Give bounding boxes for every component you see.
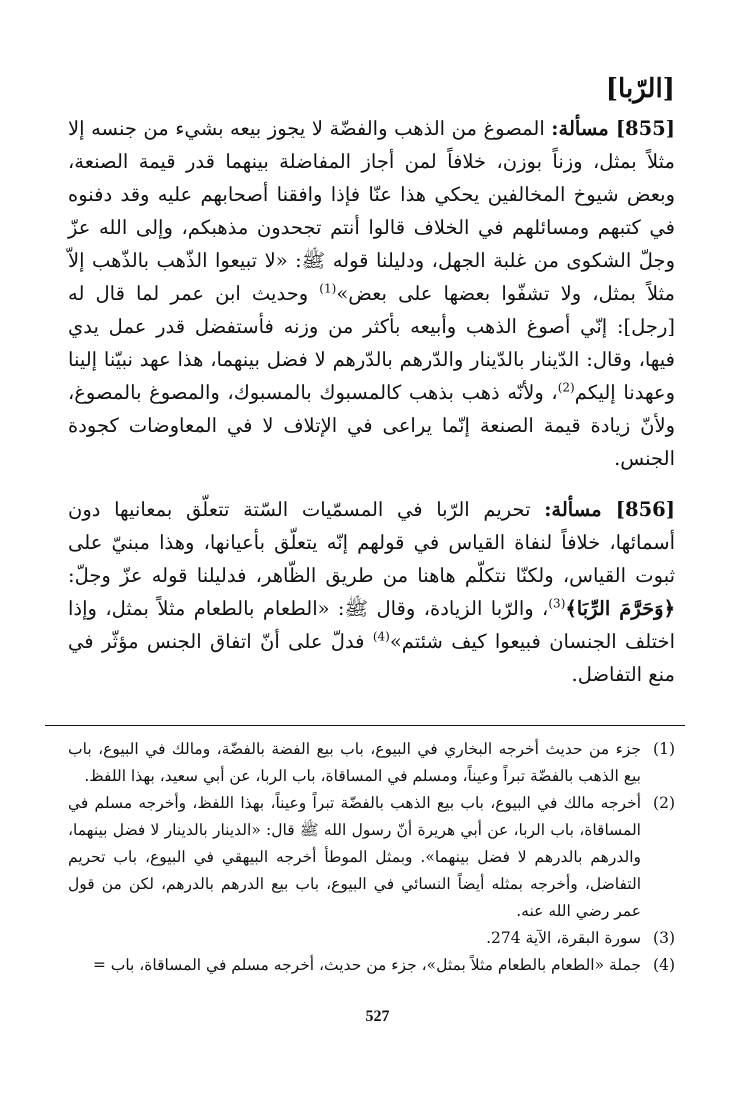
footnote	[68, 736, 675, 790]
footnote-number: (4)	[653, 956, 675, 974]
footnote-ref-1[interactable]: (1)	[319, 281, 337, 296]
footnote-number: (1)	[653, 740, 675, 758]
footnote	[68, 790, 675, 925]
issue-856-label: [856] مسألة:	[544, 498, 675, 521]
issue-856-paragraph	[68, 493, 675, 691]
section-heading: [الرّبا]	[605, 74, 675, 104]
footnote	[68, 925, 675, 952]
footnote-text: جزء من حديث أخرجه البخاري في البيوع، باب بيع الفضة بالفضّة، ومالك في البيوع، باب بيع الذهب بالفضّة تبراً وعيناً، ومسلم في المساقاة، باب الربا، عن أبي سعيد، بهذا اللفظ.	[68, 740, 641, 785]
issue-855-paragraph	[68, 112, 675, 475]
footnote-text: أخرجه مالك في البيوع، باب بيع الذهب بالفضّة تبراً وعيناً، بهذا اللفظ، وأخرجه مسلم في المساقاة، باب الربا، عن أبي هريرة أنّ رسول الله ﷺ قال: «الدينار بالدينار لا فضل بينهما، والدرهم بالدرهم لا فضل بينهما». وبمثل الموطأ أخرجه البيهقي في البيوع، باب تحريم التفاضل، وأخرجه بمثله أيضاً النسائي في البيوع، باب بيع الدرهم بالدرهم، لكن من قول عمر رضي الله عنه.	[68, 794, 641, 920]
footnote-ref-4[interactable]: (4)	[372, 629, 390, 644]
footnote-ref-3[interactable]: (3)	[548, 596, 566, 611]
issue-855-text-1: المصوغ من الذهب والفضّة لا يجوز بيعه بشيء من جنسه إلا مثلاً بمثل، وزناً بوزن، خلافاً لمن أجاز المفاضلة بينهما قدر قيمة الصنعة، وبعض شيوخ المخالفين يحكي هذا عنّا فإذا وافقنا أصحابهم عليه وقد دفنوه في كتبهم ومسائلهم في الخلاف قالوا أنتم تجحدون مذهبكم، وإلى الله عزّ وجلّ الشكوى من غلبة الجهل، ودليلنا قوله ﷺ: «لا تبيعوا الذّهب بالذّهب إلاّ مثلاً بمثل، ولا تشفّوا بعضها على بعض»	[68, 117, 675, 305]
footnote-number: (2)	[653, 794, 675, 812]
page-number: 527	[365, 1008, 390, 1025]
footnote-number: (3)	[653, 929, 675, 947]
issue-855-text-3: ، ولأنّه ذهب بذهب كالمسبوك بالمسبوك، والمصوغ بالمصوغ، ولأنّ زيادة قيمة الصنعة إنّما يراعى في الإتلاف لا في المعاوضات كجودة الجنس.	[68, 381, 675, 470]
footnote-divider	[45, 725, 685, 726]
issue-855-label: [855] مسألة:	[551, 117, 675, 140]
issue-855-text-2: وحديث ابن عمر لما قال له [رجل]: إنّي أصوغ الذهب وأبيعه بأكثر من وزنه فأستفضل قدر عمل يدي فيها، وقال: الدّينار بالدّينار والدّرهم بالدّرهم لا فضل بينهما، هذا عهد نبيّنا إلينا وعهدنا إليكم	[68, 282, 675, 404]
footnote-text: جملة «الطعام بالطعام مثلاً بمثل»، جزء من حديث، أخرجه مسلم في المساقاة، باب =	[92, 956, 641, 974]
issue-856-text-2: ، والرّبا الزيادة، وقال ﷺ: «الطعام بالطعام مثلاً بمثل، وإذا اختلف الجنسان فبيعوا كيف شئتم»	[68, 597, 676, 653]
footnote	[68, 952, 675, 979]
footnote-ref-2[interactable]: (2)	[557, 380, 575, 395]
issue-856-text-3: فدلّ على أنّ اتفاق الجنس مؤثّر في منع التفاضل.	[68, 630, 675, 686]
issue-856-text-1: تحريم الرّبا في المسمّيات السّتة تتعلّق بمعانيها دون أسمائها، خلافاً لنفاة القياس في قولهم إنّه يتعلّق بأعيانها، وهذا مبنيّ على ثبوت القياس، ولكنّا نتكلّم هاهنا من طريق الظّاهر، فدليلنا قوله عزّ وجلّ:	[68, 498, 675, 587]
page-body	[68, 72, 675, 1082]
quran-verse: ﴿وَحَرَّمَ الرِّبَا﴾	[565, 597, 675, 620]
footnotes	[68, 736, 675, 979]
footnote-text: سورة البقرة، الآية 274.	[486, 929, 641, 947]
